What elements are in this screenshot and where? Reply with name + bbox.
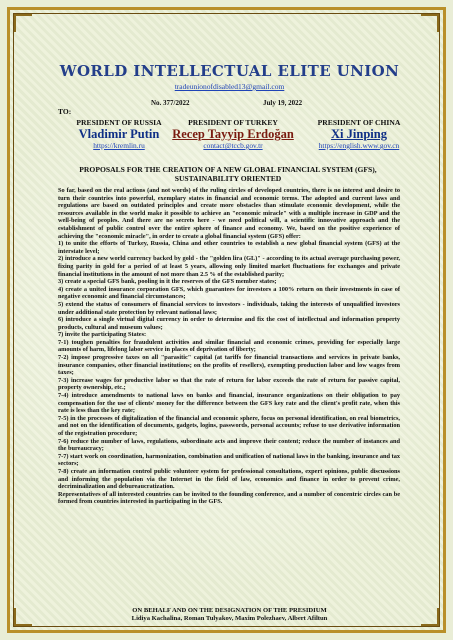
recipient-position: PRESIDENT OF RUSSIA (76, 118, 162, 127)
recipient-turkey (163, 118, 303, 150)
paragraph: 7-2) impose progressive taxes on all "parasitic" capital (at tariffs for financial transactions and services in private banks, insurance companies, other financial institutions; on the profits of resellers), exempting production labor and low wages from taxes; (58, 354, 400, 377)
paragraph: 5) extend the status of consumers of financial services to investors - individuals, taking the interests of unqualified investors under additional state protection by relevant national laws; (58, 300, 400, 316)
paragraph: Representatives of all interested countries can be invited to the founding conference, and a number of concentric circles can be formed from countries interested in participating in the GFS. (58, 490, 400, 506)
ornamental-border (7, 7, 446, 633)
paragraph: 3) create a special GFS bank, pooling in it the reserves of the GFS member states; (58, 278, 277, 286)
paragraph: 7-8) create an information control public volunteer system for professional consultations, expert opinions, public discussions and informing the population via the Internet in the field of law, economics and finance in order to prevent crime, decriminalization and debureaucratization. (58, 467, 400, 491)
paragraph: 7-7) start work on coordination, harmonization, combination and unification of national laws in the banking, insurance and tax sectors; (58, 452, 400, 468)
document-number: No. 377/2022 (151, 99, 190, 107)
paragraph: 7) invite the participating States: (58, 331, 147, 339)
paragraph: 1) to unite the efforts of Turkey, Russia, China and other countries to establish a new global financial system (GFS) at the interstate level; (58, 240, 400, 255)
document-body (58, 187, 400, 506)
paragraph: So far, based on the real actions (and not words) of the ruling circles of developed countries, there is no interest and desire to turn their countries into powerful, exemplary states in financial and economic terms. The adopted and current laws and regulations are based on outdated principles and create more obstacles than stimulate economic development, while the resources available in the world make it possible to achieve an "economic miracle" with a multiple increase in GDP and the well-being of peoples. And there are no secrets here - we need political will, a scientific innovative approach and the establishment of public control over the entire sphere of finance and economy. We, based on the positive experience of achieving the "economic miracle", in order to create a global financial system (GFS) offer: (58, 187, 400, 240)
paragraph: 7-3) increase wages for productive labor so that the rate of return for labor exceeds the rate of return for passive capital, property ownership, etc.; (58, 376, 400, 392)
corner-ornament (421, 14, 439, 32)
recipient-position: PRESIDENT OF TURKEY (188, 118, 278, 127)
paragraph: 7-1) toughen penalties for fraudulent activities and similar financial and economic crimes, providing for especially large amounts of harm, lifelong labor service in places of deprivation of liberty; (58, 338, 400, 354)
recipient-name: Vladimir Putin (78, 127, 160, 141)
paragraph: 7-6) reduce the number of laws, regulations, subordinate acts and improve their content; reduce the number of instances and the bureaucracy; (58, 437, 400, 453)
organization-title: WORLD INTELLECTUAL ELITE UNION (59, 62, 400, 80)
paragraph: 7-4) introduce amendments to national laws on banks and financial, insurance organizations on their obligation to pay compensation for the use of clients' money for the difference between the GFS key rate and the client's profit rate, when this rate is less than the key rate; (58, 392, 400, 415)
recipient-china (289, 118, 429, 150)
recipient-name: Xi Jinping (331, 127, 387, 141)
paragraph: 6) introduce a single virtual digital currency in order to determine and fix the cost of intellectual and information property products, cultural and museum values; (58, 316, 400, 331)
to-label: TO: (58, 107, 72, 116)
document-date: July 19, 2022 (263, 99, 303, 107)
email-link[interactable]: tradeunionofdisabled13@gmail.com (174, 82, 285, 91)
recipient-position: PRESIDENT OF CHINA (317, 118, 401, 127)
corner-ornament (14, 14, 32, 32)
presidium-line: ON BEHALF AND ON THE DESIGNATION OF THE PRESIDIUM (132, 607, 327, 614)
recipient-name: Recep Tayyip Erdoğan (172, 127, 294, 141)
recipient-link[interactable]: contact@tccb.gov.tr (203, 141, 263, 150)
recipient-link[interactable]: https://english.www.gov.cn (318, 141, 400, 150)
heading-line: SUSTAINABILITY ORIENTED (174, 174, 282, 183)
paragraph: 7-5) in the processes of digitalization of the financial and economic sphere, focus on personal identification, on real biometrics, and not on the identification of documents, gadgets, logins, passwords, personal accounts; refuse to use derivative information of the registration procedure; (58, 414, 400, 437)
paragraph: 2) introduce a new world currency backed by gold - the "golden lira (GL)" - according to its actual average purchasing power, fixing parity in gold for a period of at least 5 years, allowing only limited market fluctuations for exchanges and private financial institutions in the amount of not more than 2.5 % of the established parity; (58, 255, 400, 278)
heading-line: PROPOSALS FOR THE CREATION OF A NEW GLOBAL FINANCIAL SYSTEM (GFS), (79, 165, 377, 174)
recipient-link[interactable]: https://kremlin.ru (93, 141, 145, 150)
signatories: Lidiya Kachalina, Roman Tulyakov, Maxim Polezhaev, Albert Afiltun (131, 615, 328, 622)
paragraph: 4) create a united insurance corporation GFS, which guarantees for investors a 100% return on their investments in case of negative economic and financial circumstances; (58, 285, 400, 301)
document-heading (58, 165, 398, 183)
